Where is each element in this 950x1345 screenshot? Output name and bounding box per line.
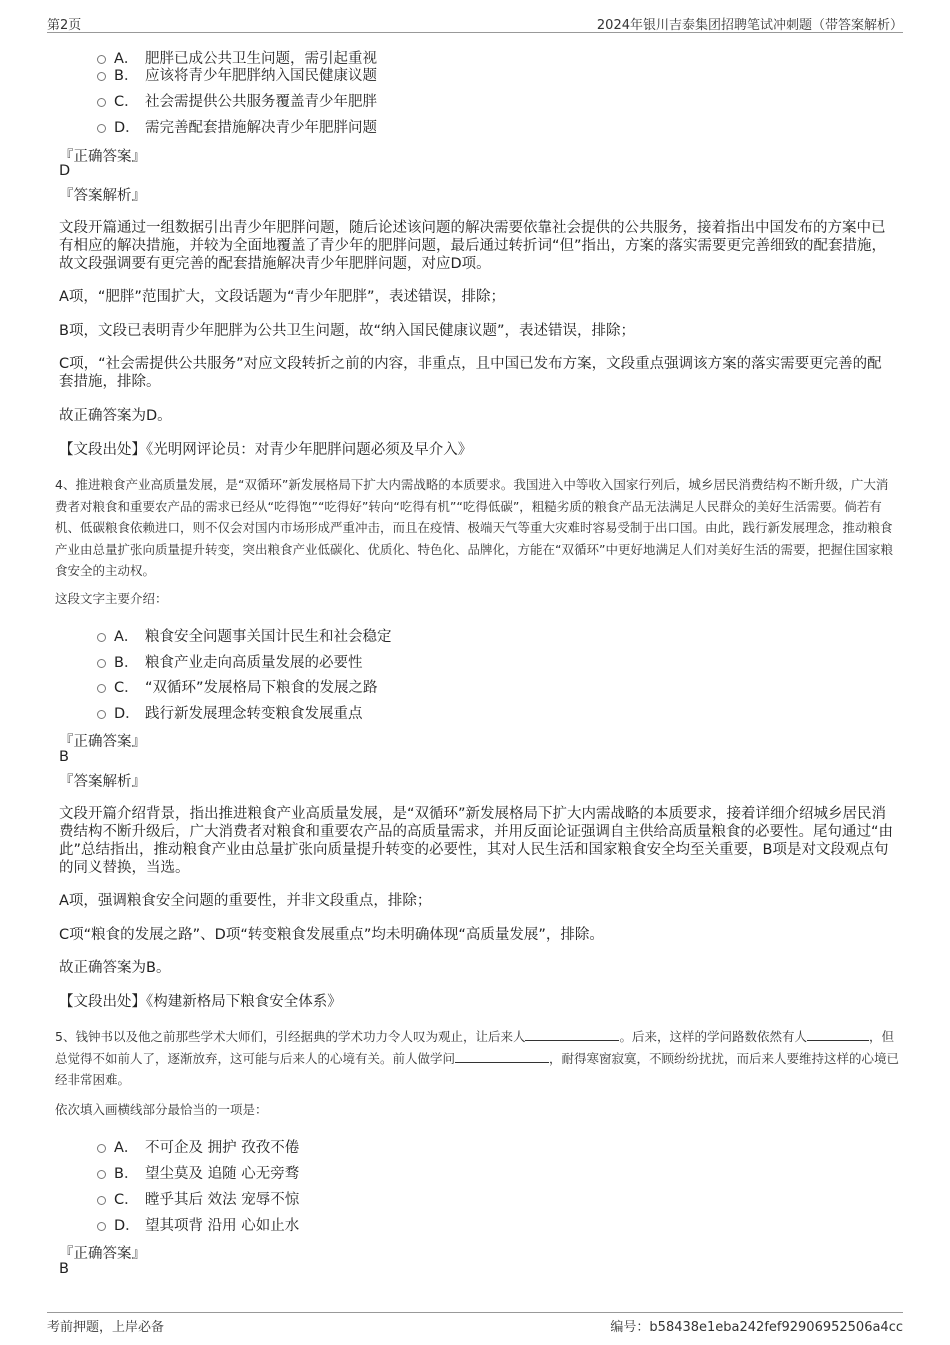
footer-slogan: 考前押题，上岸必备 (47, 1320, 165, 1335)
answer-label: 『正确答案』 (59, 1246, 146, 1262)
page-footer (47, 1312, 903, 1335)
analysis-conclusion: 故正确答案为B。 (59, 960, 171, 976)
analysis-paragraph: B项，文段已表明青少年肥胖为公共卫生问题，故“纳入国民健康议题”，表述错误，排除； (59, 323, 635, 339)
page-number: 第2页 (47, 18, 82, 33)
question-stem: 4、推进粮食产业高质量发展，是“双循环”新发展格局下扩大内需战略的本质要求。我国进入中等收入国家行列后，城乡居民消费结构不断升级，广大消费者对粮食和重要农产品的需求已经从“吃得饱”“吃得好”转向“吃得有机”“吃得低碳”，粗糙劣质的粮食产品无法满足人民群众的美好生活需要。倘若有机、低碳粮食依赖进口，则不仅会对国内市场形成严重冲击，而且在疫情、极端天气等重大灾难时容易受制于出口国。由此，践行新发展理念，推动粮食产业由总量扩张向质量提升转变，突出粮食产业低碳化、优质化、特色化、品牌化，方能在“双循环”中更好地满足人们对美好生活的需要，把握住国家粮食安全的主动权。 (55, 477, 893, 578)
radio-icon[interactable] (97, 659, 106, 668)
answer-label: 『正确答案』 (59, 734, 146, 750)
answer-value: B (59, 749, 69, 765)
option-a[interactable]: A． 粮食安全问题事关国计民生和社会稳定 (97, 625, 392, 646)
question-prompt: 这段文字主要介绍： (55, 591, 168, 606)
question-stem: 5、钱钟书以及他之前那些学术大师们，引经据典的学术功力令人叹为观止，让后来人 。后来，这样的学问路数依然有人 ，但总觉得不如前人了，逐渐放弃，这可能与后来人的心境有关。前人做学问 ，耐得寒窗寂寞，不顾纷纷扰扰，而后来人要维持这样的心境已经非常困难。 (55, 1029, 900, 1087)
source-citation: 【文段出处】《构建新格局下粮食安全体系》 (59, 994, 342, 1010)
option-b[interactable]: B． 望尘莫及 追随 心无旁骛 (97, 1162, 299, 1183)
option-c[interactable]: C． 瞠乎其后 效法 宠辱不惊 (97, 1188, 299, 1209)
option-d[interactable]: D． 践行新发展理念转变粮食发展重点 (97, 702, 363, 723)
document-title: 2024年银川吉泰集团招聘笔试冲刺题（带答案解析） (596, 18, 903, 33)
option-c[interactable]: C． “双循环”发展格局下粮食的发展之路 (97, 676, 378, 697)
analysis-paragraph: C项，“社会需提供公共服务”对应文段转折之前的内容，非重点，且中国已发布方案，文段重点强调该方案的落实需要更完善的配套措施，排除。 (59, 356, 882, 390)
radio-icon[interactable] (97, 684, 106, 693)
option-b[interactable]: B． 粮食产业走向高质量发展的必要性 (97, 651, 363, 672)
source-citation: 【文段出处】《光明网评论员：对青少年肥胖问题必须及早介入》 (59, 442, 473, 458)
radio-icon[interactable] (97, 72, 106, 81)
fill-blank-3 (455, 1050, 549, 1063)
analysis-paragraph: A项，“肥胖”范围扩大，文段话题为“青少年肥胖”，表述错误，排除； (59, 289, 505, 305)
radio-icon[interactable] (97, 1222, 106, 1231)
radio-icon[interactable] (97, 124, 106, 133)
document-code: 编号：b58438e1eba242fef92906952506a4cc (610, 1320, 903, 1335)
analysis-conclusion: 故正确答案为D。 (59, 408, 172, 424)
option-c[interactable]: C． 社会需提供公共服务覆盖青少年肥胖 (97, 90, 377, 111)
radio-icon[interactable] (97, 710, 106, 719)
answer-label: 『正确答案』 (59, 149, 146, 165)
answer-value: D (59, 163, 71, 179)
option-d[interactable]: D． 望其项背 沿用 心如止水 (97, 1214, 299, 1235)
option-d[interactable]: D． 需完善配套措施解决青少年肥胖问题 (97, 116, 377, 137)
radio-icon[interactable] (97, 1196, 106, 1205)
radio-icon[interactable] (97, 633, 106, 642)
radio-icon[interactable] (97, 1170, 106, 1179)
fill-blank-2 (807, 1028, 869, 1041)
radio-icon[interactable] (97, 98, 106, 107)
answer-value: B (59, 1261, 69, 1277)
fill-blank-1 (525, 1028, 619, 1041)
question-prompt: 依次填入画横线部分最恰当的一项是： (55, 1102, 268, 1117)
option-a[interactable]: A． 不可企及 拥护 孜孜不倦 (97, 1136, 299, 1157)
analysis-paragraph: 文段开篇介绍背景，指出推进粮食产业高质量发展，是“双循环”新发展格局下扩大内需战略的本质要求，接着详细介绍城乡居民消费结构不断升级后，广大消费者对粮食和重要农产品的高质量需求，并用反面论证强调自主供给高质量粮食的必要性。尾句通过“由此”总结指出，推动粮食产业由总量扩张向质量提升转变的必要性，其对人民生活和国家粮食安全均至关重要，B项是对文段观点句的同义替换，当选。 (59, 806, 894, 876)
analysis-paragraph: 文段开篇通过一组数据引出青少年肥胖问题，随后论述该问题的解决需要依靠社会提供的公共服务，接着指出中国发布的方案中已有相应的解决措施，并较为全面地覆盖了青少年的肥胖问题，最后通过转折词“但”指出，方案的落实需要更完善细致的配套措施，故文段强调要有更完善的配套措施解决青少年肥胖问题，对应D项。 (59, 220, 887, 272)
analysis-label: 『答案解析』 (59, 188, 146, 204)
radio-icon[interactable] (97, 55, 106, 64)
analysis-paragraph: A项，强调粮食安全问题的重要性，并非文段重点，排除； (59, 893, 432, 909)
radio-icon[interactable] (97, 1144, 106, 1153)
analysis-paragraph: C项“粮食的发展之路”、D项“转变粮食发展重点”均未明确体现“高质量发展”，排除。 (59, 927, 604, 943)
option-a[interactable]: A． 肥胖已成公共卫生问题，需引起重视 (97, 47, 377, 68)
option-b[interactable]: B． 应该将青少年肥胖纳入国民健康议题 (97, 64, 377, 85)
analysis-label: 『答案解析』 (59, 774, 146, 790)
page-header (47, 12, 903, 33)
